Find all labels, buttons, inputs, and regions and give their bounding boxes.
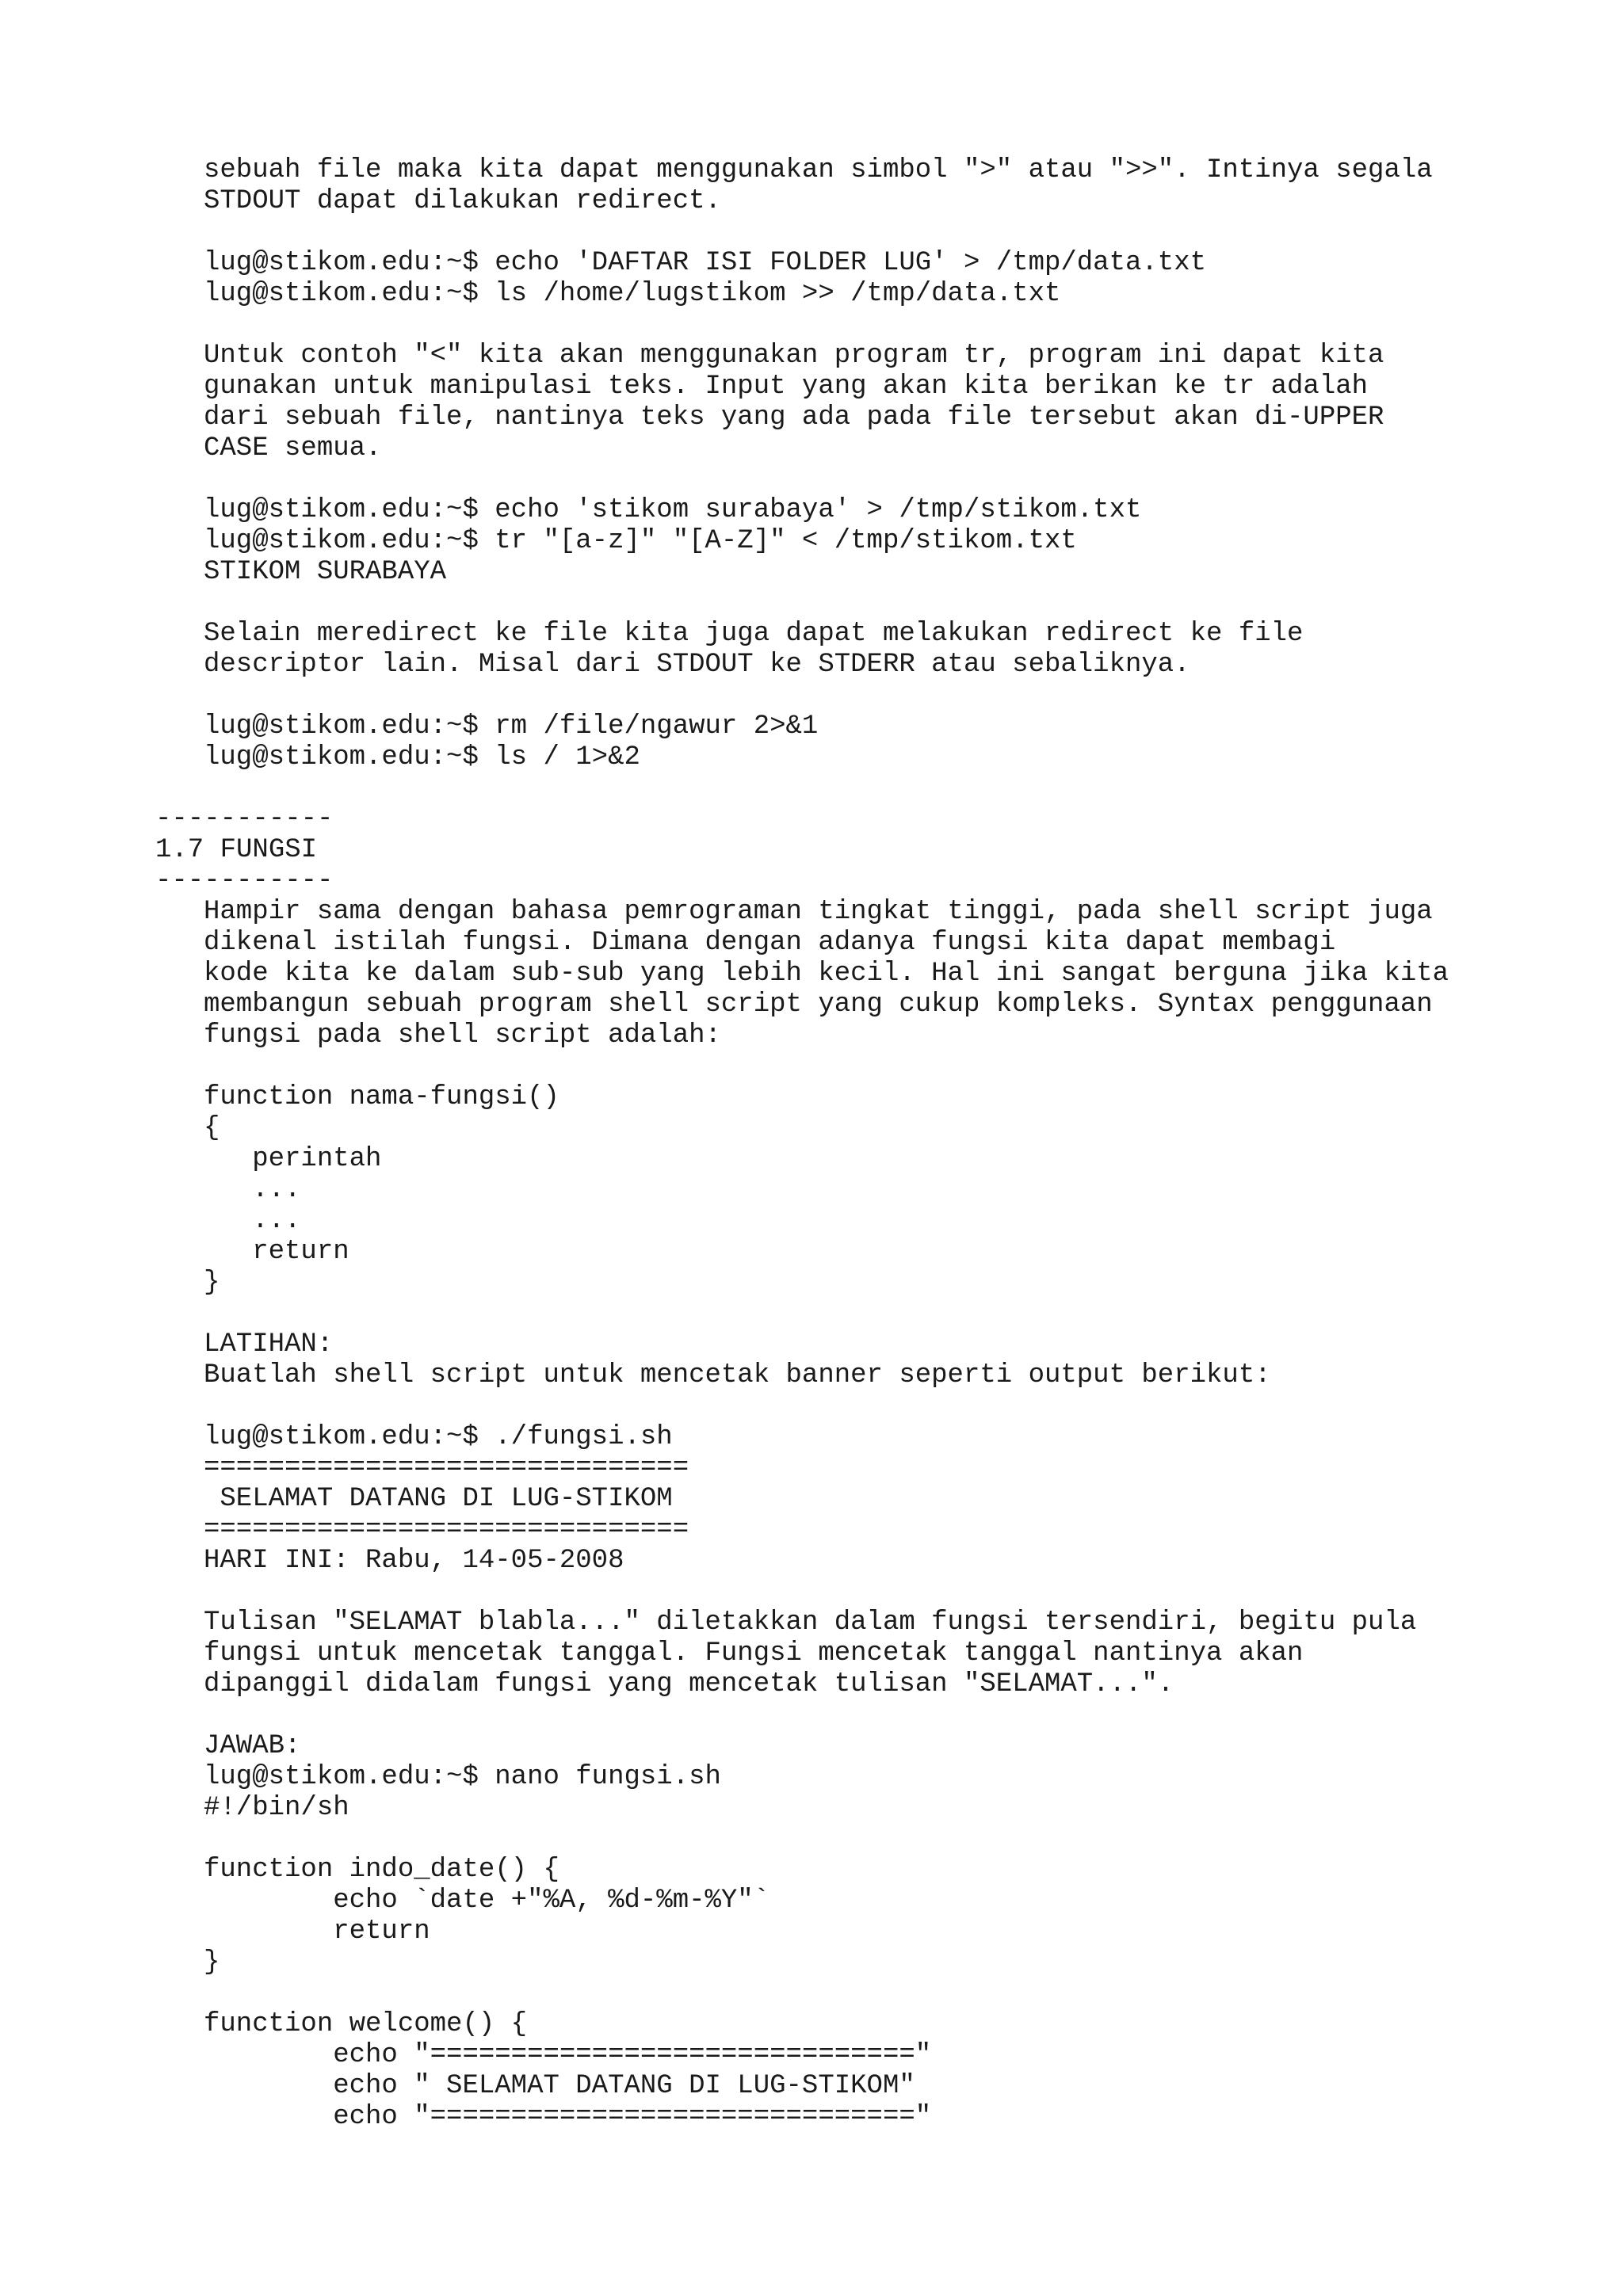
text-line: dari sebuah file, nantinya teks yang ada pada file tersebut akan di-UPPER [204,402,1384,433]
text-line: fungsi untuk mencetak tanggal. Fungsi mencetak tanggal nantinya akan [204,1638,1304,1669]
command-line: lug@stikom.edu:~$ ls / 1>&2 [204,742,640,772]
command-line: lug@stikom.edu:~$ echo 'stikom surabaya' > /tmp/stikom.txt [204,495,1142,525]
text-line: dikenal istilah fungsi. Dimana dengan adanya fungsi kita dapat membagi [204,928,1336,958]
text-line: dipanggil didalam fungsi yang mencetak tulisan "SELAMAT...". [204,1669,1174,1699]
section-rule-top: ----------- [155,804,334,834]
command-output: HARI INI: Rabu, 14-05-2008 [204,1546,624,1576]
blank-line [0,681,1623,711]
blank-line [0,1577,1623,1608]
section-title: 1.7 FUNGSI [155,835,318,865]
blank-line [0,1824,1623,1855]
code-line: echo "==============================" [204,2040,932,2070]
command-line: lug@stikom.edu:~$ rm /file/ngawur 2>&1 [204,711,819,742]
code-line: } [204,1947,220,1978]
blank-line [0,310,1623,341]
blank-line [0,773,1623,804]
text-line: membangun sebuah program shell script yang cukup kompleks. Syntax penggunaan [204,990,1433,1020]
text-line: descriptor lain. Misal dari STDOUT ke STDERR atau sebaliknya. [204,650,1190,680]
command-output: STIKOM SURABAYA [204,557,447,587]
code-line: echo "==============================" [204,2102,932,2132]
code-line: ... [204,1206,301,1236]
command-line: lug@stikom.edu:~$ ./fungsi.sh [204,1422,673,1452]
text-line: fungsi pada shell script adalah: [204,1020,721,1051]
code-line: perintah [204,1144,382,1174]
text-line: STDOUT dapat dilakukan redirect. [204,186,721,216]
text-line: Hampir sama dengan bahasa pemrograman tingkat tinggi, pada shell script juga [204,897,1433,927]
text-line: Buatlah shell script untuk mencetak banner seperti output berikut: [204,1360,1271,1390]
document-page [0,155,1623,2133]
text-line: Selain meredirect ke file kita juga dapat melakukan redirect ke file [204,619,1304,649]
blank-line [0,1978,1623,2009]
blank-line [0,1051,1623,1082]
latihan-label: LATIHAN: [204,1329,334,1360]
text-line: Tulisan "SELAMAT blabla..." diletakkan dalam fungsi tersendiri, begitu pula [204,1608,1417,1638]
section-rule-bottom: ----------- [155,866,334,896]
text-line: gunakan untuk manipulasi teks. Input yang akan kita berikan ke tr adalah [204,372,1369,402]
code-line: function welcome() { [204,2009,528,2039]
command-output: SELAMAT DATANG DI LUG-STIKOM [204,1484,673,1514]
text-line: CASE semua. [204,433,382,463]
code-line: return [204,1237,349,1267]
blank-line [0,588,1623,619]
command-output: ============================== [204,1453,689,1483]
jawab-label: JAWAB: [204,1731,301,1761]
code-line: #!/bin/sh [204,1793,349,1823]
command-line: lug@stikom.edu:~$ tr "[a-z]" "[A-Z]" < /tmp/stikom.txt [204,526,1077,556]
code-line: ... [204,1175,301,1205]
code-line: return [204,1917,430,1947]
command-output: ============================== [204,1515,689,1545]
command-line: lug@stikom.edu:~$ ls /home/lugstikom >> /tmp/data.txt [204,279,1061,309]
text-line: sebuah file maka kita dapat menggunakan simbol ">" atau ">>". Intinya segala [204,155,1433,185]
command-line: lug@stikom.edu:~$ nano fungsi.sh [204,1762,721,1792]
blank-line [0,217,1623,248]
command-line: lug@stikom.edu:~$ echo 'DAFTAR ISI FOLDER LUG' > /tmp/data.txt [204,248,1207,278]
text-line: Untuk contoh "<" kita akan menggunakan program tr, program ini dapat kita [204,341,1384,371]
blank-line [0,464,1623,495]
blank-line [0,1299,1623,1329]
code-line: function indo_date() { [204,1855,559,1885]
code-line: function nama-fungsi() [204,1082,559,1112]
blank-line [0,1391,1623,1422]
code-line: echo `date +"%A, %d-%m-%Y"` [204,1886,770,1916]
code-line: echo " SELAMAT DATANG DI LUG-STIKOM" [204,2071,915,2101]
code-line: } [204,1268,220,1298]
text-line: kode kita ke dalam sub-sub yang lebih kecil. Hal ini sangat berguna jika kita [204,959,1449,989]
code-line: { [204,1113,220,1143]
blank-line [0,1700,1623,1731]
